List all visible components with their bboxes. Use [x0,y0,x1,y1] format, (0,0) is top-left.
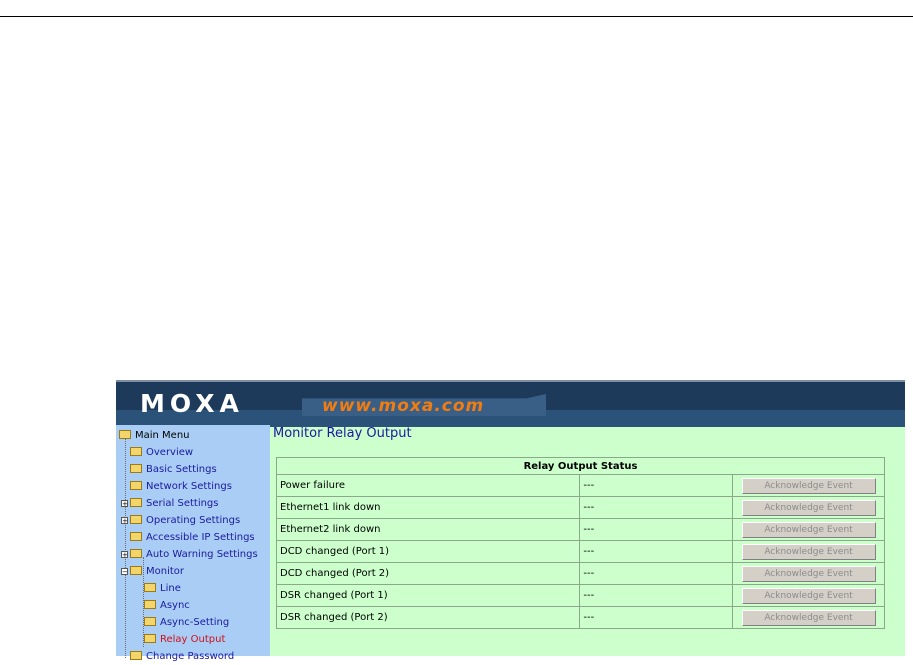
folder-icon [130,447,142,456]
folder-icon [130,651,142,660]
folder-icon [130,515,142,524]
sidebar-item-line[interactable]: Line [144,580,181,597]
folder-icon [130,532,142,541]
sidebar-item-async[interactable]: Async [144,597,190,614]
acknowledge-event-button[interactable]: Acknowledge Event [742,566,876,582]
sidebar-item-monitor[interactable]: Monitor [130,563,184,580]
page-title: Monitor Relay Output [273,426,412,441]
event-value: --- [580,585,733,607]
folder-icon [130,481,142,490]
event-value: --- [580,607,733,629]
event-name: Ethernet2 link down [277,519,580,541]
event-name: Ethernet1 link down [277,497,580,519]
sidebar-item-main-menu[interactable]: Main Menu [119,427,190,444]
folder-icon [144,634,156,643]
folder-icon [130,498,142,507]
sidebar-tree [116,425,270,662]
sidebar-item-operating-settings[interactable]: Operating Settings [130,512,240,529]
acknowledge-event-button[interactable]: Acknowledge Event [742,478,876,494]
relay-status-table [276,457,885,629]
expand-plus-icon[interactable]: + [122,517,128,525]
folder-icon [144,600,156,609]
main-content [270,425,905,656]
folder-open-icon [130,566,142,575]
event-value: --- [580,541,733,563]
sidebar-item-serial-settings[interactable]: Serial Settings [130,495,219,512]
folder-icon [130,549,142,558]
folder-icon [144,583,156,592]
event-value: --- [580,563,733,585]
sidebar-item-change-password[interactable]: Change Password [130,648,234,665]
event-name: DCD changed (Port 2) [277,563,580,585]
acknowledge-event-button[interactable]: Acknowledge Event [742,500,876,516]
event-name: DCD changed (Port 1) [277,541,580,563]
acknowledge-event-button[interactable]: Acknowledge Event [742,588,876,604]
table-row [277,585,885,607]
acknowledge-event-button[interactable]: Acknowledge Event [742,522,876,538]
sidebar-item-accessible-ip[interactable]: Accessible IP Settings [130,529,255,546]
event-value: --- [580,475,733,497]
page-top-rule [0,16,913,17]
event-value: --- [580,497,733,519]
table-row [277,519,885,541]
table-row [277,541,885,563]
moxa-logo: MOXA [140,389,244,418]
folder-open-icon [119,430,131,439]
folder-icon [130,464,142,473]
sidebar-item-overview[interactable]: Overview [130,444,193,461]
acknowledge-event-button[interactable]: Acknowledge Event [742,544,876,560]
table-row [277,475,885,497]
expand-plus-icon[interactable]: + [122,551,128,559]
table-header: Relay Output Status [277,458,885,475]
header-banner [116,380,905,425]
sidebar-item-auto-warning[interactable]: Auto Warning Settings [130,546,258,563]
sidebar-item-network-settings[interactable]: Network Settings [130,478,232,495]
expand-plus-icon[interactable]: + [122,500,128,508]
sidebar-item-relay-output[interactable]: Relay Output [144,631,225,648]
collapse-minus-icon[interactable]: − [122,568,128,576]
sidebar-item-basic-settings[interactable]: Basic Settings [130,461,217,478]
event-name: DSR changed (Port 1) [277,585,580,607]
table-row [277,497,885,519]
tree-line [125,438,126,658]
folder-icon [144,617,156,626]
web-console [116,380,905,662]
table-row [277,563,885,585]
table-row [277,607,885,629]
moxa-url: www.moxa.com [322,396,485,416]
event-value: --- [580,519,733,541]
sidebar-item-async-setting[interactable]: Async-Setting [144,614,229,631]
acknowledge-event-button[interactable]: Acknowledge Event [742,610,876,626]
event-name: DSR changed (Port 2) [277,607,580,629]
event-name: Power failure [277,475,580,497]
